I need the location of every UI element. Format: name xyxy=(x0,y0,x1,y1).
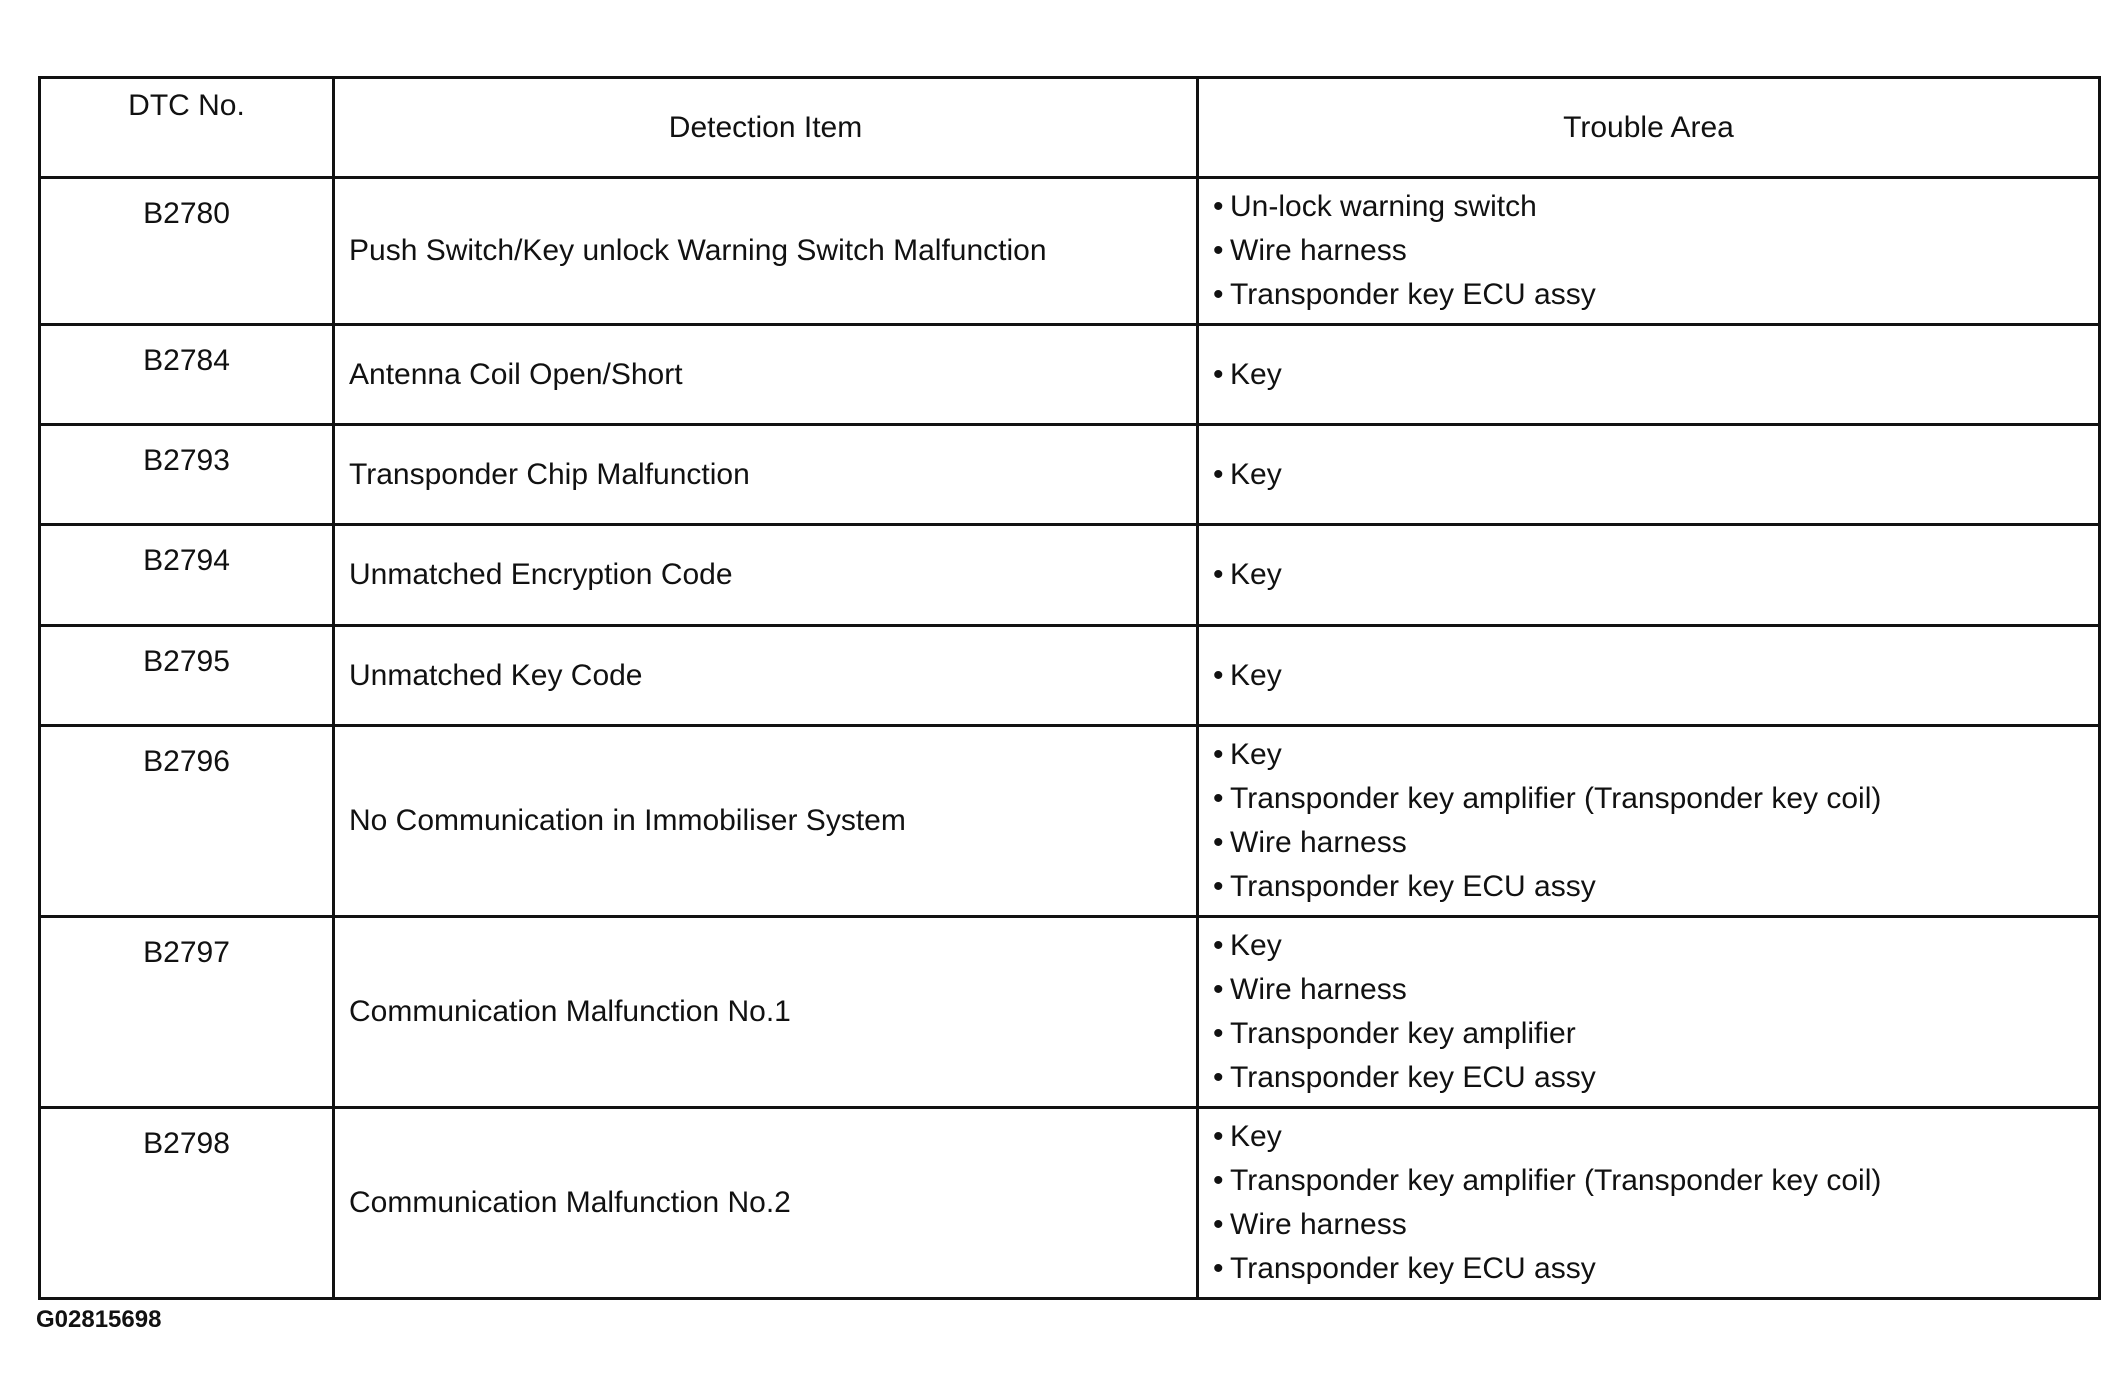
trouble-area-text: Key xyxy=(1230,929,1282,962)
detection-item: Transponder Chip Malfunction xyxy=(334,425,1198,525)
bullet-icon: • xyxy=(1213,558,1224,591)
bullet-icon: • xyxy=(1213,870,1224,903)
table-row xyxy=(40,325,2100,425)
trouble-area-text: Transponder key ECU assy xyxy=(1230,278,1596,311)
dtc-table xyxy=(38,76,2101,1300)
bullet-icon: • xyxy=(1213,826,1224,859)
trouble-area-text: Key xyxy=(1230,457,1282,491)
trouble-area-item xyxy=(1213,553,2098,597)
trouble-area xyxy=(1198,626,2100,726)
trouble-area-text: Transponder key amplifier (Transponder key coil) xyxy=(1230,782,1882,815)
trouble-area-text: Transponder key amplifier xyxy=(1230,1017,1576,1050)
trouble-area xyxy=(1198,325,2100,425)
trouble-area-list xyxy=(1213,447,2098,503)
bullet-icon: • xyxy=(1213,738,1224,771)
trouble-area-item xyxy=(1213,1159,2098,1203)
bullet-icon: • xyxy=(1213,457,1224,491)
trouble-area-list xyxy=(1213,179,2098,323)
bullet-icon: • xyxy=(1213,190,1224,223)
dtc-code: B2793 xyxy=(40,425,334,525)
table-row xyxy=(40,1108,2100,1299)
trouble-area-item xyxy=(1213,865,2098,909)
bullet-icon: • xyxy=(1213,1017,1224,1050)
trouble-area-text: Wire harness xyxy=(1230,234,1407,267)
dtc-code: B2794 xyxy=(40,525,334,626)
detection-item: Unmatched Key Code xyxy=(334,626,1198,726)
bullet-icon: • xyxy=(1213,782,1224,815)
header-trouble-area: Trouble Area xyxy=(1198,78,2100,178)
table-body xyxy=(40,178,2100,1299)
trouble-area-item xyxy=(1213,1115,2098,1159)
table-row xyxy=(40,726,2100,917)
trouble-area-item xyxy=(1213,924,2098,968)
trouble-area xyxy=(1198,917,2100,1108)
bullet-icon: • xyxy=(1213,973,1224,1006)
table-row xyxy=(40,626,2100,726)
trouble-area-text: Key xyxy=(1230,1120,1282,1153)
trouble-area-item xyxy=(1213,821,2098,865)
bullet-icon: • xyxy=(1213,357,1224,391)
trouble-area xyxy=(1198,425,2100,525)
trouble-area-text: Key xyxy=(1230,357,1282,391)
trouble-area-text: Transponder key ECU assy xyxy=(1230,1252,1596,1285)
trouble-area-text: Transponder key ECU assy xyxy=(1230,870,1596,903)
trouble-area-text: Wire harness xyxy=(1230,1208,1407,1241)
trouble-area-list xyxy=(1213,1109,2098,1297)
trouble-area-item xyxy=(1213,453,2098,497)
detection-item: No Communication in Immobiliser System xyxy=(334,726,1198,917)
figure-id: G02815698 xyxy=(36,1306,162,1333)
table-header-row xyxy=(40,78,2100,178)
trouble-area xyxy=(1198,525,2100,626)
trouble-area-item xyxy=(1213,777,2098,821)
trouble-area-item xyxy=(1213,273,2098,317)
trouble-area-list xyxy=(1213,347,2098,403)
detection-item: Push Switch/Key unlock Warning Switch Malfunction xyxy=(334,178,1198,325)
bullet-icon: • xyxy=(1213,1061,1224,1094)
header-dtc-no: DTC No. xyxy=(40,78,334,178)
trouble-area-list xyxy=(1213,918,2098,1106)
trouble-area-list xyxy=(1213,547,2098,603)
dtc-code: B2797 xyxy=(40,917,334,1108)
bullet-icon: • xyxy=(1213,278,1224,311)
trouble-area-item xyxy=(1213,1012,2098,1056)
bullet-icon: • xyxy=(1213,929,1224,962)
bullet-icon: • xyxy=(1213,1164,1224,1197)
trouble-area-item xyxy=(1213,1247,2098,1291)
trouble-area-text: Key xyxy=(1230,738,1282,771)
trouble-area xyxy=(1198,726,2100,917)
table-row xyxy=(40,525,2100,626)
detection-item: Antenna Coil Open/Short xyxy=(334,325,1198,425)
trouble-area-item xyxy=(1213,733,2098,777)
bullet-icon: • xyxy=(1213,234,1224,267)
trouble-area xyxy=(1198,1108,2100,1299)
trouble-area-text: Transponder key amplifier (Transponder key coil) xyxy=(1230,1164,1882,1197)
bullet-icon: • xyxy=(1213,1252,1224,1285)
trouble-area-item xyxy=(1213,353,2098,397)
table-row xyxy=(40,917,2100,1108)
detection-item: Communication Malfunction No.1 xyxy=(334,917,1198,1108)
trouble-area-item xyxy=(1213,185,2098,229)
dtc-code: B2796 xyxy=(40,726,334,917)
trouble-area-item xyxy=(1213,1203,2098,1247)
table-row xyxy=(40,178,2100,325)
trouble-area-text: Wire harness xyxy=(1230,973,1407,1006)
header-detection-item: Detection Item xyxy=(334,78,1198,178)
dtc-code: B2784 xyxy=(40,325,334,425)
trouble-area-item xyxy=(1213,654,2098,698)
trouble-area-item xyxy=(1213,229,2098,273)
trouble-area-text: Transponder key ECU assy xyxy=(1230,1061,1596,1094)
trouble-area-list xyxy=(1213,727,2098,915)
trouble-area-text: Wire harness xyxy=(1230,826,1407,859)
bullet-icon: • xyxy=(1213,1120,1224,1153)
detection-item: Communication Malfunction No.2 xyxy=(334,1108,1198,1299)
trouble-area-text: Un-lock warning switch xyxy=(1230,190,1537,223)
trouble-area-list xyxy=(1213,648,2098,704)
dtc-code: B2798 xyxy=(40,1108,334,1299)
bullet-icon: • xyxy=(1213,1208,1224,1241)
trouble-area-item xyxy=(1213,1056,2098,1100)
trouble-area xyxy=(1198,178,2100,325)
dtc-code: B2795 xyxy=(40,626,334,726)
table-row xyxy=(40,425,2100,525)
dtc-code: B2780 xyxy=(40,178,334,325)
bullet-icon: • xyxy=(1213,658,1224,692)
detection-item: Unmatched Encryption Code xyxy=(334,525,1198,626)
trouble-area-text: Key xyxy=(1230,658,1282,692)
trouble-area-item xyxy=(1213,968,2098,1012)
trouble-area-text: Key xyxy=(1230,558,1282,591)
